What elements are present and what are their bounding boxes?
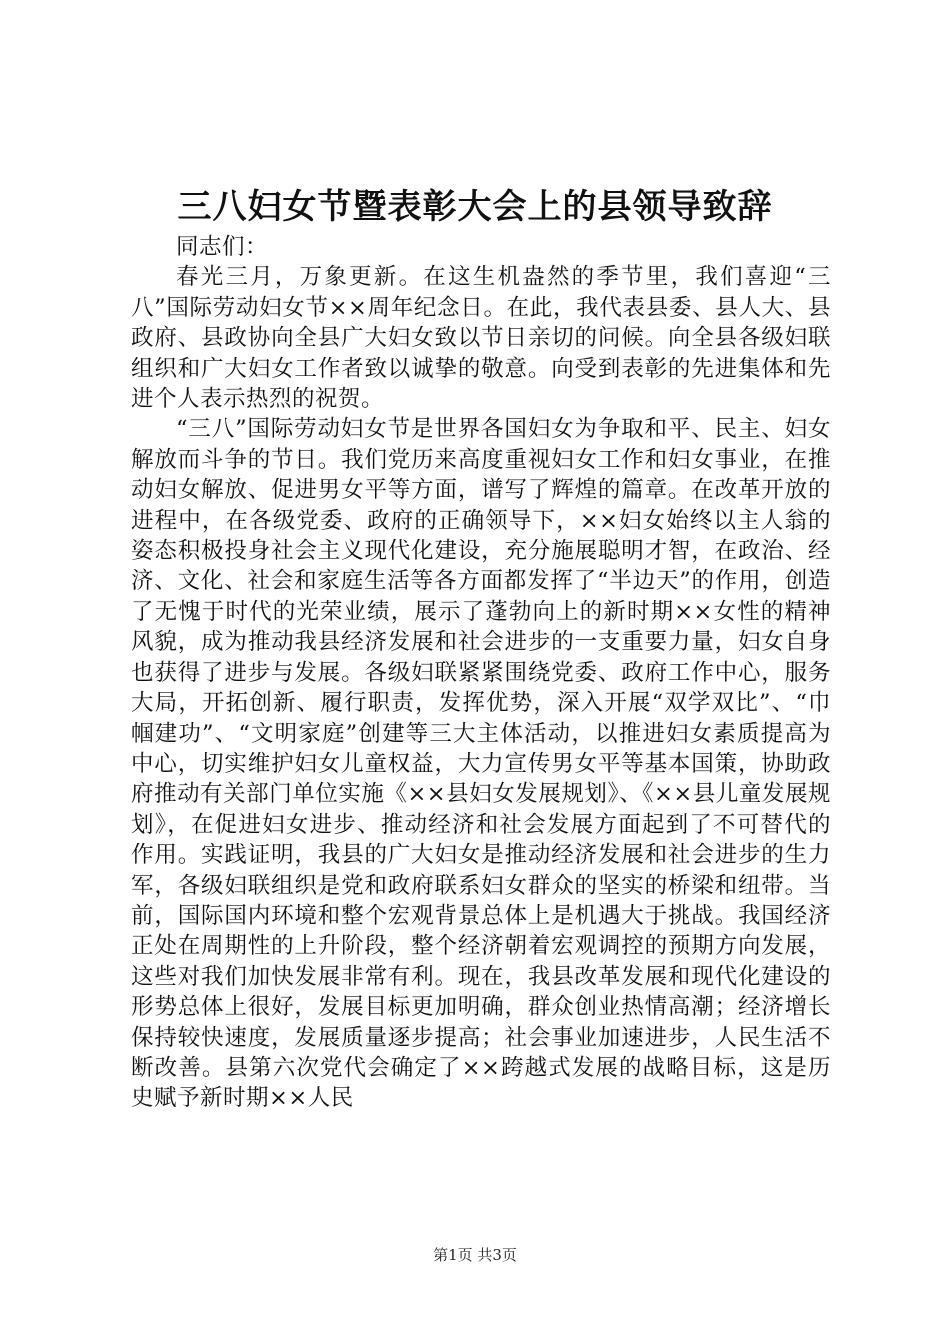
salutation-paragraph: 同志们： bbox=[176, 234, 269, 260]
document-title: 三八妇女节暨表彰大会上的县领导致辞 bbox=[177, 187, 773, 227]
document-body bbox=[131, 232, 831, 1114]
main-paragraph: “三八”国际劳动妇女节是世界各国妇女为争取和平、民主、妇女解放而斗争的节日。我们党历来高度重视妇女工作和妇女事业，在推动妇女解放、促进男女平等方面，谱写了辉煌的篇章。在改革开放的进程中，在各级党委、政府的正确领导下，××妇女始终以主人翁的姿态积极投身社会主义现代化建设，充分施展聪明才智，在政治、经济、文化、社会和家庭生活等各方面都发挥了“半边天”的作用，创造了无愧于时代的光荣业绩，展示了蓬勃向上的新时期××女性的精神风貌，成为推动我县经济发展和社会进步的一支重要力量，妇女自身也获得了进步与发展。各级妇联紧紧围绕党委、政府工作中心，服务大局，开拓创新、履行职责，发挥优势，深入开展“双学双比”、“巾帼建功”、“文明家庭”创建等三大主体活动，以推进妇女素质提高为中心，切实维护妇女儿童权益，大力宣传男女平等基本国策，协助政府推动有关部门单位实施《××县妇女发展规划》、《××县儿童发展规划》，在促进妇女进步、推动经济和社会发展方面起到了不可替代的作用。实践证明，我县的广大妇女是推动经济发展和社会进步的生力军，各级妇联组织是党和政府联系妇女群众的坚实的桥梁和纽带。当前，国际国内环境和整个宏观背景总体上是机遇大于挑战。我国经济正处在周期性的上升阶段，整个经济朝着宏观调控的预期方向发展，这些对我们加快发展非常有利。现在，我县改革发展和现代化建设的形势总体上很好，发展目标更加明确，群众创业热情高潮；经济增长保持较快速度，发展质量逐步提高；社会事业加速进步，人民生活不断改善。县第六次党代会确定了××跨越式发展的战略目标，这是历史赋予新时期××人民 bbox=[131, 416, 831, 1112]
page-number-footer: 第1页 共3页 bbox=[433, 1246, 517, 1264]
opening-paragraph: 春光三月，万象更新。在这生机盎然的季节里，我们喜迎“三八”国际劳动妇女节××周年纪念日。在此，我代表县委、县人大、县政府、县政协向全县广大妇女致以节日亲切的问候。向全县各级妇联组织和广大妇女工作者致以诚挚的敬意。向受到表彰的先进集体和先进个人表示热烈的祝贺。 bbox=[131, 264, 831, 413]
